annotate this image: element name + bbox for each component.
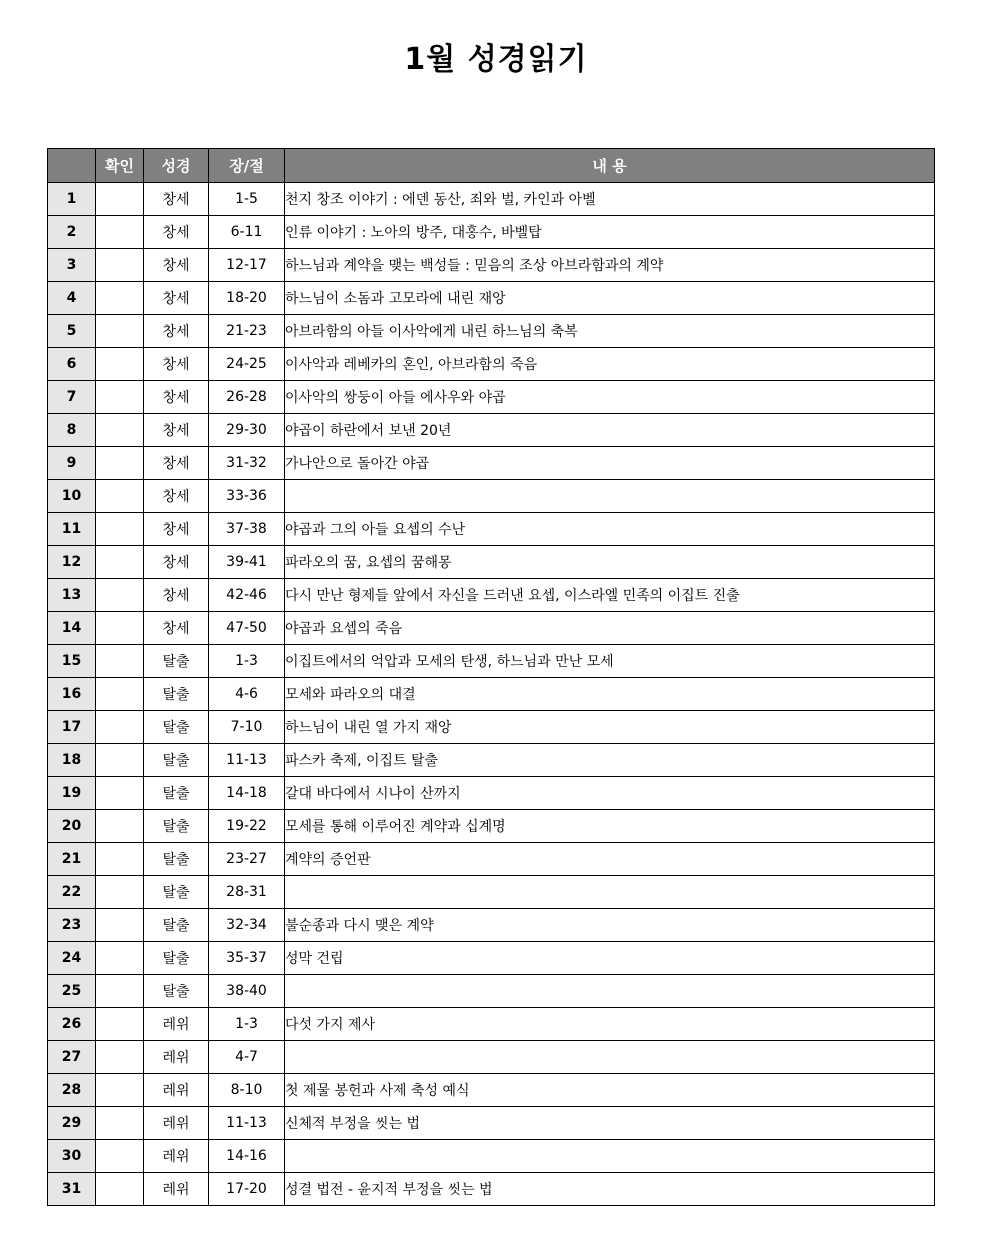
check-cell[interactable] <box>96 678 144 711</box>
table-row <box>48 513 935 546</box>
header-book: 성경 <box>144 149 209 183</box>
content-cell <box>285 975 935 1008</box>
check-cell[interactable] <box>96 645 144 678</box>
book-cell: 탈출 <box>144 975 209 1008</box>
book-cell: 탈출 <box>144 711 209 744</box>
content-cell: 다섯 가지 제사 <box>285 1008 935 1041</box>
book-cell: 창세 <box>144 348 209 381</box>
table-row <box>48 1008 935 1041</box>
table-row <box>48 249 935 282</box>
book-cell: 레위 <box>144 1008 209 1041</box>
table-row <box>48 876 935 909</box>
check-cell[interactable] <box>96 1140 144 1173</box>
check-cell[interactable] <box>96 282 144 315</box>
table-row <box>48 777 935 810</box>
check-cell[interactable] <box>96 777 144 810</box>
content-cell: 가나안으로 돌아간 야곱 <box>285 447 935 480</box>
check-cell[interactable] <box>96 414 144 447</box>
chapters-cell: 1-3 <box>209 1008 285 1041</box>
chapters-cell: 14-18 <box>209 777 285 810</box>
book-cell: 창세 <box>144 381 209 414</box>
check-cell[interactable] <box>96 942 144 975</box>
day-number-cell: 21 <box>48 843 96 876</box>
table-row <box>48 315 935 348</box>
day-number-cell: 4 <box>48 282 96 315</box>
chapters-cell: 39-41 <box>209 546 285 579</box>
book-cell: 탈출 <box>144 876 209 909</box>
day-number-cell: 27 <box>48 1041 96 1074</box>
content-cell: 성막 건립 <box>285 942 935 975</box>
chapters-cell: 31-32 <box>209 447 285 480</box>
table-row <box>48 909 935 942</box>
check-cell[interactable] <box>96 315 144 348</box>
content-cell: 하느님이 내린 열 가지 재앙 <box>285 711 935 744</box>
book-cell: 레위 <box>144 1107 209 1140</box>
book-cell: 창세 <box>144 546 209 579</box>
chapters-cell: 23-27 <box>209 843 285 876</box>
content-cell: 불순종과 다시 맺은 계약 <box>285 909 935 942</box>
chapters-cell: 4-7 <box>209 1041 285 1074</box>
content-cell <box>285 876 935 909</box>
content-cell: 하느님과 계약을 맺는 백성들 : 믿음의 조상 아브라함과의 계약 <box>285 249 935 282</box>
day-number-cell: 20 <box>48 810 96 843</box>
table-row <box>48 1140 935 1173</box>
check-cell[interactable] <box>96 1074 144 1107</box>
chapters-cell: 33-36 <box>209 480 285 513</box>
table-row <box>48 447 935 480</box>
chapters-cell: 12-17 <box>209 249 285 282</box>
chapters-cell: 35-37 <box>209 942 285 975</box>
content-cell: 천지 창조 이야기 : 에덴 동산, 죄와 벌, 카인과 아벨 <box>285 183 935 216</box>
check-cell[interactable] <box>96 513 144 546</box>
reading-plan-table <box>47 148 935 1206</box>
content-cell: 모세를 통해 이루어진 계약과 십계명 <box>285 810 935 843</box>
content-cell: 갈대 바다에서 시나이 산까지 <box>285 777 935 810</box>
book-cell: 탈출 <box>144 678 209 711</box>
book-cell: 창세 <box>144 414 209 447</box>
book-cell: 탈출 <box>144 909 209 942</box>
header-chapters: 장/절 <box>209 149 285 183</box>
book-cell: 레위 <box>144 1074 209 1107</box>
chapters-cell: 1-3 <box>209 645 285 678</box>
header-day-number <box>48 149 96 183</box>
table-row <box>48 348 935 381</box>
content-cell: 모세와 파라오의 대결 <box>285 678 935 711</box>
chapters-cell: 8-10 <box>209 1074 285 1107</box>
chapters-cell: 42-46 <box>209 579 285 612</box>
page-title: 1월 성경읽기 <box>404 42 588 77</box>
book-cell: 창세 <box>144 249 209 282</box>
day-number-cell: 9 <box>48 447 96 480</box>
day-number-cell: 31 <box>48 1173 96 1206</box>
content-cell: 이집트에서의 억압과 모세의 탄생, 하느님과 만난 모세 <box>285 645 935 678</box>
day-number-cell: 29 <box>48 1107 96 1140</box>
check-cell[interactable] <box>96 975 144 1008</box>
book-cell: 창세 <box>144 216 209 249</box>
check-cell[interactable] <box>96 447 144 480</box>
content-cell: 하느님이 소돔과 고모라에 내린 재앙 <box>285 282 935 315</box>
chapters-cell: 7-10 <box>209 711 285 744</box>
check-cell[interactable] <box>96 1107 144 1140</box>
book-cell: 레위 <box>144 1140 209 1173</box>
book-cell: 탈출 <box>144 744 209 777</box>
content-cell: 야곱과 그의 아들 요셉의 수난 <box>285 513 935 546</box>
chapters-cell: 14-16 <box>209 1140 285 1173</box>
book-cell: 레위 <box>144 1173 209 1206</box>
book-cell: 창세 <box>144 579 209 612</box>
content-cell <box>285 1140 935 1173</box>
table-row <box>48 216 935 249</box>
check-cell[interactable] <box>96 744 144 777</box>
check-cell[interactable] <box>96 216 144 249</box>
table-row <box>48 810 935 843</box>
content-cell: 이사악의 쌍둥이 아들 에사우와 야곱 <box>285 381 935 414</box>
table-row <box>48 645 935 678</box>
table-row <box>48 546 935 579</box>
day-number-cell: 14 <box>48 612 96 645</box>
header-content: 내 용 <box>285 149 935 183</box>
book-cell: 창세 <box>144 315 209 348</box>
content-cell: 아브라함의 아들 이사악에게 내린 하느님의 축복 <box>285 315 935 348</box>
day-number-cell: 24 <box>48 942 96 975</box>
day-number-cell: 1 <box>48 183 96 216</box>
book-cell: 창세 <box>144 183 209 216</box>
check-cell[interactable] <box>96 183 144 216</box>
table-row <box>48 381 935 414</box>
chapters-cell: 6-11 <box>209 216 285 249</box>
check-cell[interactable] <box>96 711 144 744</box>
table-row <box>48 612 935 645</box>
table-row <box>48 1173 935 1206</box>
check-cell[interactable] <box>96 348 144 381</box>
chapters-cell: 37-38 <box>209 513 285 546</box>
day-number-cell: 10 <box>48 480 96 513</box>
check-cell[interactable] <box>96 1008 144 1041</box>
chapters-cell: 28-31 <box>209 876 285 909</box>
content-cell: 야곱과 요셉의 죽음 <box>285 612 935 645</box>
day-number-cell: 2 <box>48 216 96 249</box>
content-cell: 야곱이 하란에서 보낸 20년 <box>285 414 935 447</box>
chapters-cell: 47-50 <box>209 612 285 645</box>
day-number-cell: 15 <box>48 645 96 678</box>
content-cell: 이사악과 레베카의 혼인, 아브라함의 죽음 <box>285 348 935 381</box>
day-number-cell: 18 <box>48 744 96 777</box>
check-cell[interactable] <box>96 909 144 942</box>
chapters-cell: 18-20 <box>209 282 285 315</box>
table-row <box>48 1041 935 1074</box>
day-number-cell: 3 <box>48 249 96 282</box>
table-row <box>48 711 935 744</box>
day-number-cell: 17 <box>48 711 96 744</box>
day-number-cell: 8 <box>48 414 96 447</box>
chapters-cell: 26-28 <box>209 381 285 414</box>
content-cell: 성결 법전 - 윤지적 부정을 씻는 법 <box>285 1173 935 1206</box>
table-row <box>48 678 935 711</box>
day-number-cell: 22 <box>48 876 96 909</box>
content-cell <box>285 480 935 513</box>
chapters-cell: 19-22 <box>209 810 285 843</box>
table-row <box>48 1107 935 1140</box>
check-cell[interactable] <box>96 480 144 513</box>
book-cell: 창세 <box>144 447 209 480</box>
book-cell: 탈출 <box>144 843 209 876</box>
book-cell: 창세 <box>144 480 209 513</box>
table-row <box>48 975 935 1008</box>
day-number-cell: 26 <box>48 1008 96 1041</box>
table-row <box>48 1074 935 1107</box>
table-row <box>48 480 935 513</box>
table-row <box>48 282 935 315</box>
table-row <box>48 744 935 777</box>
day-number-cell: 12 <box>48 546 96 579</box>
chapters-cell: 29-30 <box>209 414 285 447</box>
check-cell[interactable] <box>96 1173 144 1206</box>
book-cell: 창세 <box>144 612 209 645</box>
day-number-cell: 30 <box>48 1140 96 1173</box>
table-body <box>48 183 935 1206</box>
book-cell: 탈출 <box>144 777 209 810</box>
header-check: 확인 <box>96 149 144 183</box>
book-cell: 창세 <box>144 282 209 315</box>
check-cell[interactable] <box>96 810 144 843</box>
book-cell: 레위 <box>144 1041 209 1074</box>
check-cell[interactable] <box>96 843 144 876</box>
chapters-cell: 11-13 <box>209 744 285 777</box>
table-row <box>48 942 935 975</box>
day-number-cell: 6 <box>48 348 96 381</box>
chapters-cell: 38-40 <box>209 975 285 1008</box>
table-row <box>48 183 935 216</box>
book-cell: 탈출 <box>144 810 209 843</box>
check-cell[interactable] <box>96 876 144 909</box>
chapters-cell: 24-25 <box>209 348 285 381</box>
chapters-cell: 4-6 <box>209 678 285 711</box>
chapters-cell: 1-5 <box>209 183 285 216</box>
check-cell[interactable] <box>96 381 144 414</box>
chapters-cell: 21-23 <box>209 315 285 348</box>
day-number-cell: 28 <box>48 1074 96 1107</box>
book-cell: 창세 <box>144 513 209 546</box>
check-cell[interactable] <box>96 1041 144 1074</box>
table-row <box>48 414 935 447</box>
table-header-row <box>48 149 935 183</box>
day-number-cell: 25 <box>48 975 96 1008</box>
check-cell[interactable] <box>96 612 144 645</box>
day-number-cell: 19 <box>48 777 96 810</box>
day-number-cell: 7 <box>48 381 96 414</box>
content-cell: 다시 만난 형제들 앞에서 자신을 드러낸 요셉, 이스라엘 민족의 이집트 진출 <box>285 579 935 612</box>
content-cell: 파스카 축제, 이집트 탈출 <box>285 744 935 777</box>
table-row <box>48 843 935 876</box>
chapters-cell: 32-34 <box>209 909 285 942</box>
day-number-cell: 5 <box>48 315 96 348</box>
check-cell[interactable] <box>96 579 144 612</box>
day-number-cell: 11 <box>48 513 96 546</box>
content-cell: 파라오의 꿈, 요셉의 꿈해몽 <box>285 546 935 579</box>
book-cell: 탈출 <box>144 645 209 678</box>
chapters-cell: 11-13 <box>209 1107 285 1140</box>
check-cell[interactable] <box>96 249 144 282</box>
day-number-cell: 13 <box>48 579 96 612</box>
content-cell: 인류 이야기 : 노아의 방주, 대홍수, 바벨탑 <box>285 216 935 249</box>
table-row <box>48 579 935 612</box>
day-number-cell: 23 <box>48 909 96 942</box>
content-cell: 신체적 부정을 씻는 법 <box>285 1107 935 1140</box>
check-cell[interactable] <box>96 546 144 579</box>
content-cell <box>285 1041 935 1074</box>
book-cell: 탈출 <box>144 942 209 975</box>
content-cell: 첫 제물 봉헌과 사제 축성 예식 <box>285 1074 935 1107</box>
day-number-cell: 16 <box>48 678 96 711</box>
chapters-cell: 17-20 <box>209 1173 285 1206</box>
content-cell: 계약의 증언판 <box>285 843 935 876</box>
